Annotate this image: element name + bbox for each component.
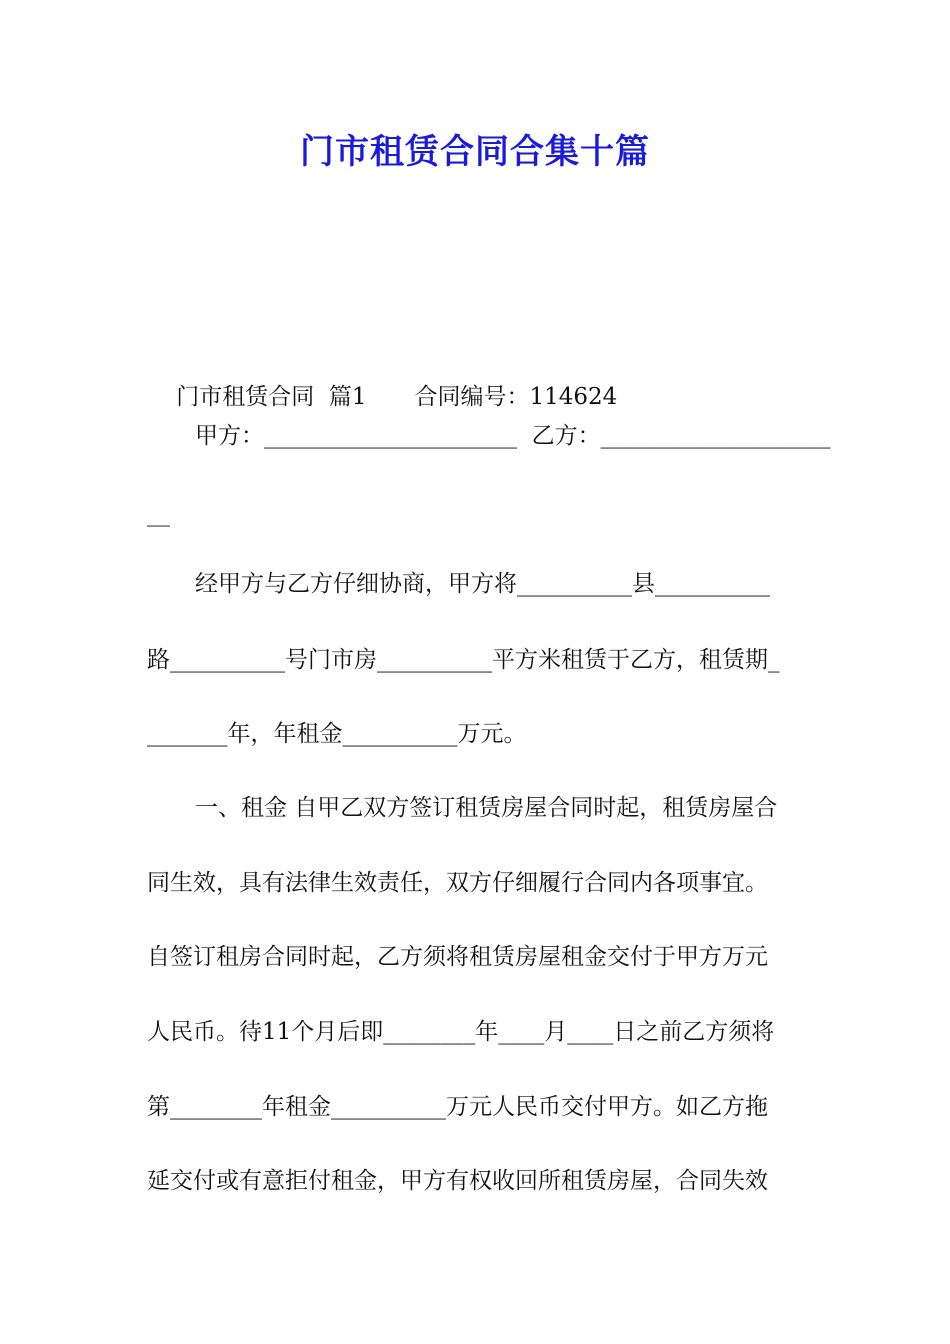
contract-number: 合同编号：114624 <box>414 384 618 410</box>
paragraph-line: 经甲方与乙方仔细协商，甲方将__________县__________ <box>195 571 770 597</box>
paragraph-line: 一、租金 自甲乙双方签订租赁房屋合同时起，租赁房屋合 <box>195 795 778 821</box>
party-line: 甲方：______________________ 乙方：____________________ <box>195 423 831 449</box>
paragraph-line: 同生效，具有法律生效责任，双方仔细履行合同内各项事宜。 <box>147 870 768 896</box>
paragraph-line: _______年，年租金__________万元。 <box>147 721 527 747</box>
paragraph-line: 人民币。待11个月后即________年____月____日之前乙方须将 <box>147 1019 775 1045</box>
paragraph-line: 第________年租金__________万元人民币交付甲方。如乙方拖 <box>147 1094 768 1120</box>
document-title: 门市租赁合同合集十篇 <box>300 132 650 172</box>
paragraph-line: 延交付或有意拒付租金，甲方有权收回所租赁房屋，合同失效 <box>147 1168 768 1194</box>
contract-name: 门市租赁合同 篇1 <box>176 384 367 410</box>
paragraph-line: 自签订租房合同时起，乙方须将租赁房屋租金交付于甲方万元 <box>147 944 768 970</box>
party-line-continued: __ <box>147 501 170 527</box>
paragraph-line: 路__________号门市房__________平方米租赁于乙方，租赁期_ <box>147 647 780 673</box>
